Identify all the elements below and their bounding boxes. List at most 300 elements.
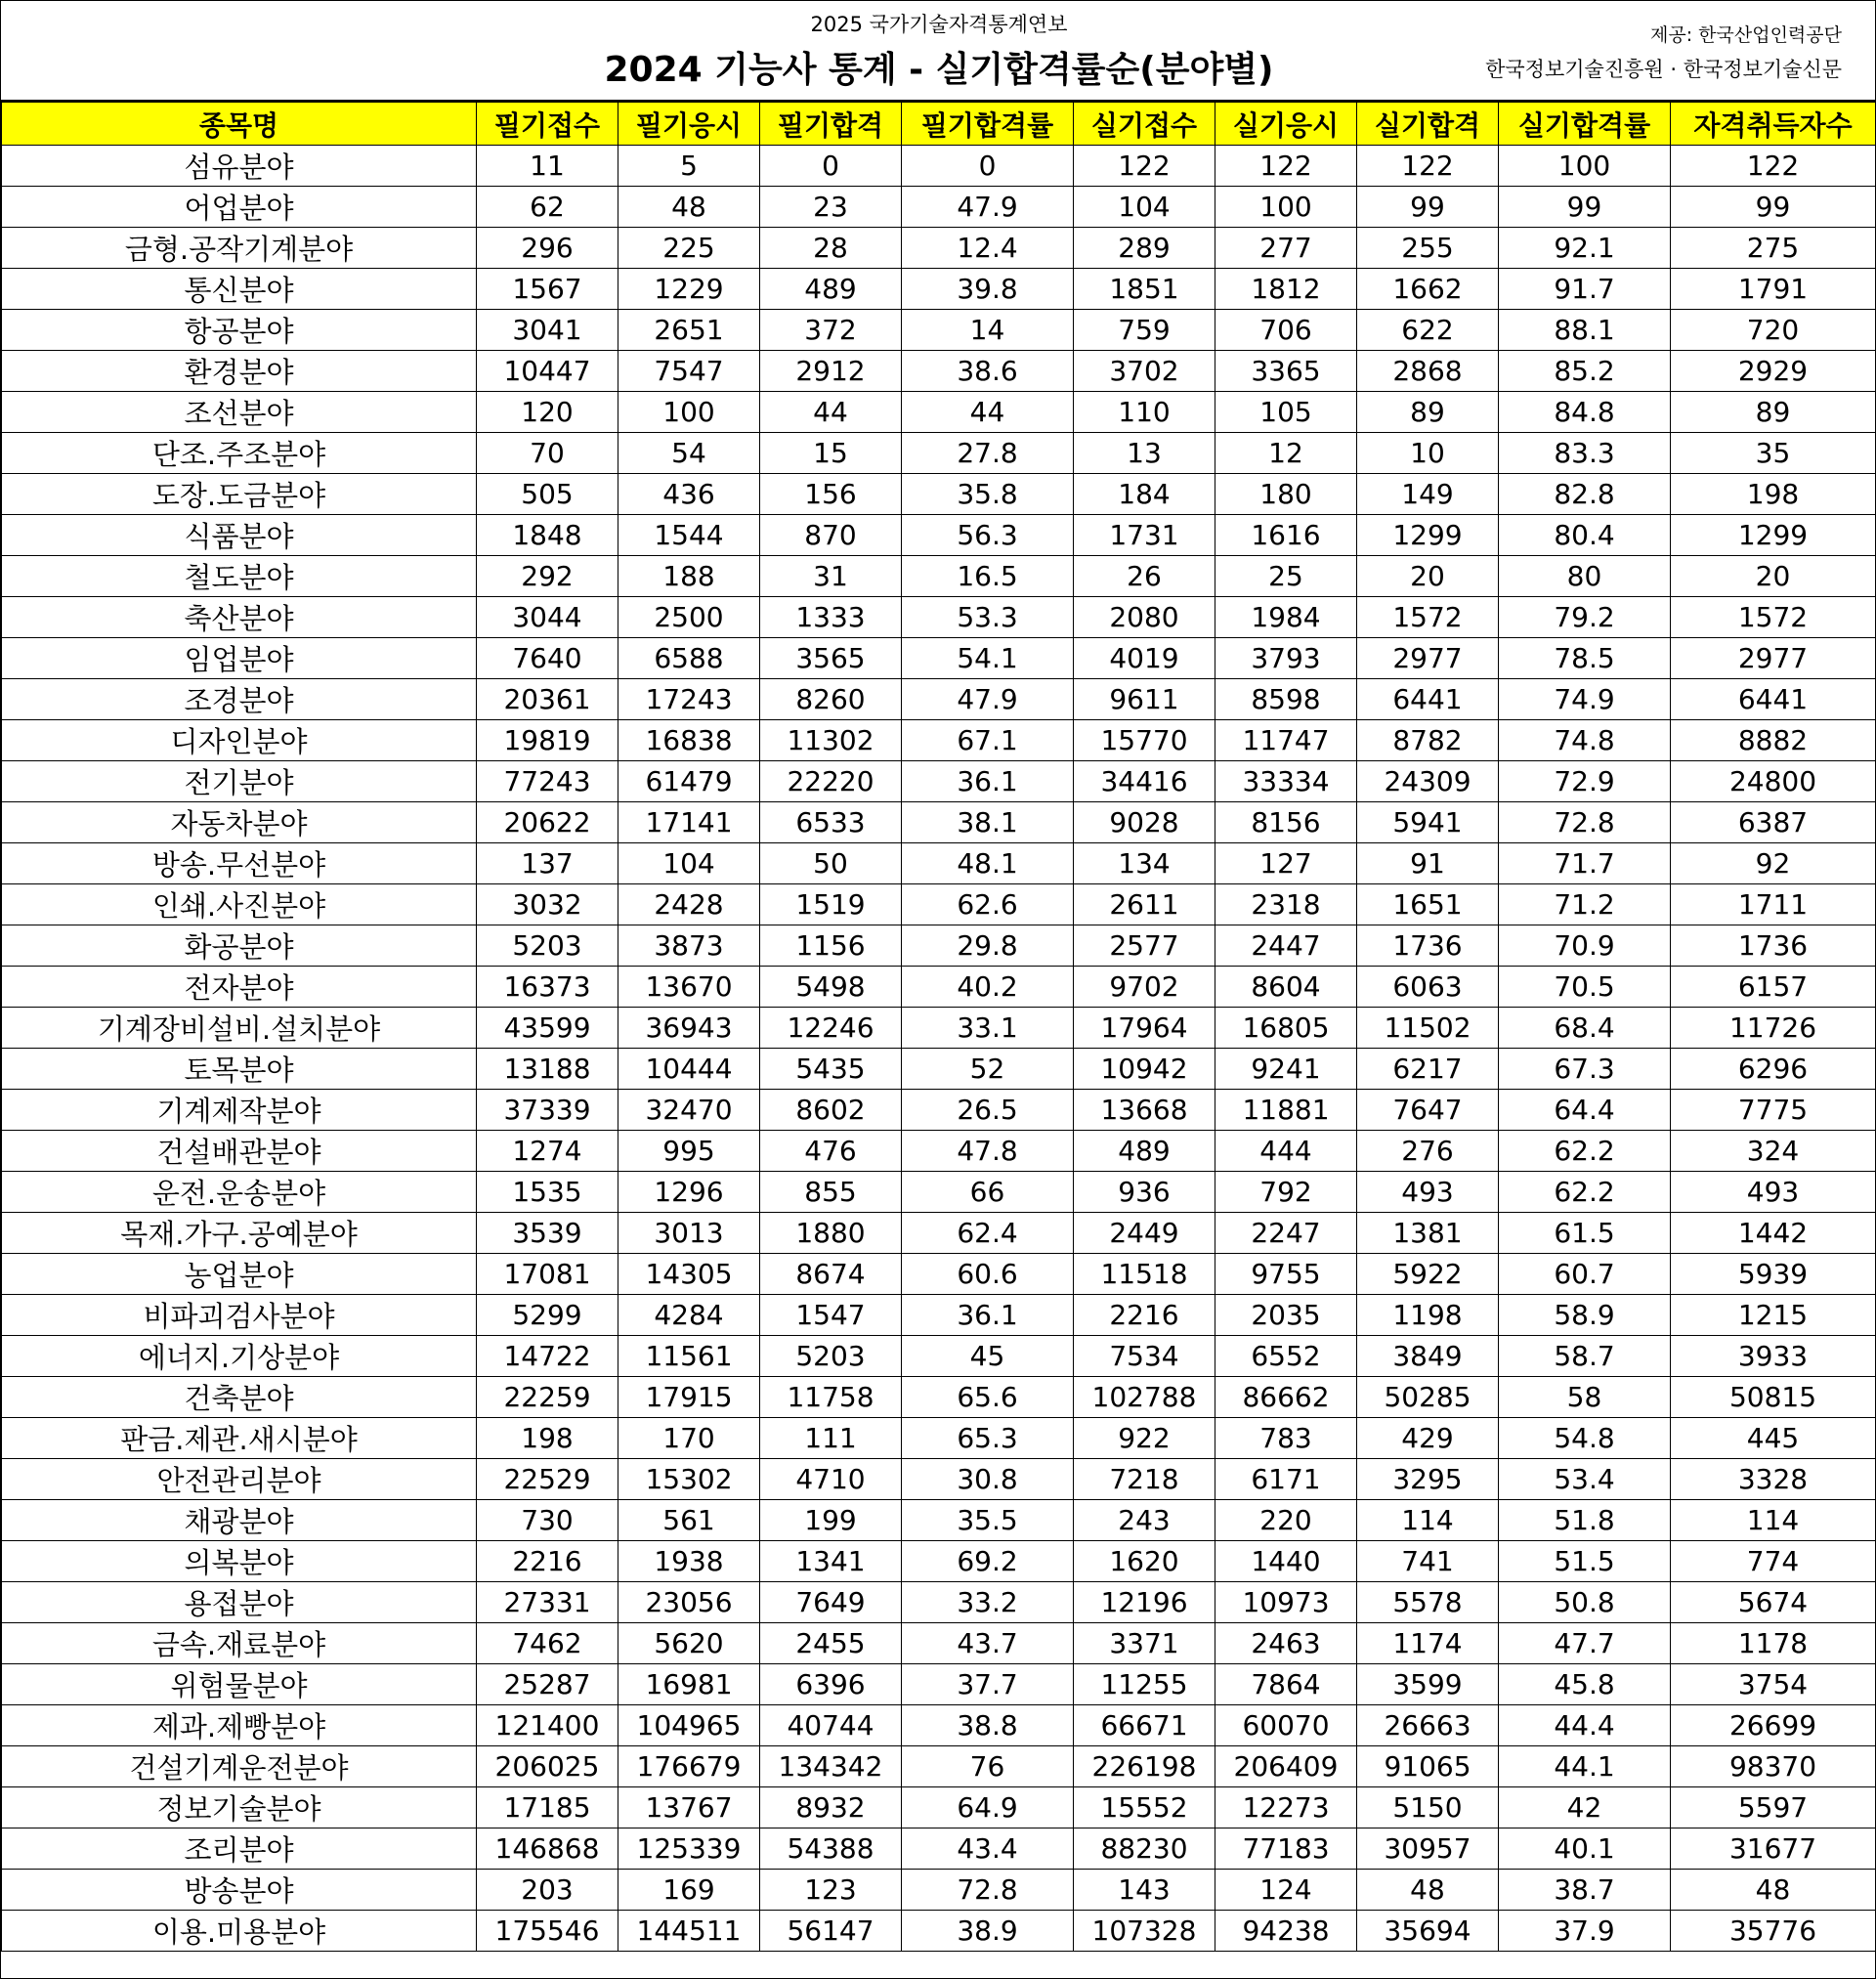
value-cell: 60.7 [1499, 1254, 1671, 1295]
category-name-cell: 자동차분야 [2, 802, 477, 843]
value-cell: 54.8 [1499, 1418, 1671, 1459]
value-cell: 870 [760, 515, 902, 556]
value-cell: 13670 [618, 967, 760, 1008]
value-cell: 5 [618, 146, 760, 187]
category-name-cell: 항공분야 [2, 310, 477, 351]
category-name-cell: 환경분야 [2, 351, 477, 392]
value-cell: 143 [1074, 1870, 1215, 1911]
value-cell: 7218 [1074, 1459, 1215, 1500]
category-name-cell: 제과.제빵분야 [2, 1705, 477, 1746]
value-cell: 4710 [760, 1459, 902, 1500]
value-cell: 1296 [618, 1172, 760, 1213]
table-row [2, 433, 1876, 474]
value-cell: 372 [760, 310, 902, 351]
table-row [2, 146, 1876, 187]
column-header: 자격취득자수 [1671, 103, 1876, 146]
value-cell: 1736 [1357, 925, 1499, 967]
table-row [2, 556, 1876, 597]
column-header: 실기응시 [1215, 103, 1357, 146]
yearbook-subtitle: 2025 국가기술자격통계연보 [810, 13, 1068, 36]
value-cell: 52 [902, 1049, 1074, 1090]
table-row [2, 515, 1876, 556]
value-cell: 243 [1074, 1500, 1215, 1541]
value-cell: 276 [1357, 1131, 1499, 1172]
value-cell: 2447 [1215, 925, 1357, 967]
value-cell: 4284 [618, 1295, 760, 1336]
value-cell: 76 [902, 1746, 1074, 1787]
value-cell: 6441 [1357, 679, 1499, 720]
category-name-cell: 디자인분야 [2, 720, 477, 761]
value-cell: 9755 [1215, 1254, 1357, 1295]
value-cell: 2455 [760, 1623, 902, 1664]
value-cell: 9241 [1215, 1049, 1357, 1090]
value-cell: 206409 [1215, 1746, 1357, 1787]
value-cell: 505 [477, 474, 618, 515]
table-row [2, 1705, 1876, 1746]
value-cell: 1174 [1357, 1623, 1499, 1664]
value-cell: 6552 [1215, 1336, 1357, 1377]
value-cell: 489 [1074, 1131, 1215, 1172]
value-cell: 3565 [760, 638, 902, 679]
table-row [2, 187, 1876, 228]
value-cell: 2463 [1215, 1623, 1357, 1664]
value-cell: 53.4 [1499, 1459, 1671, 1500]
value-cell: 62.2 [1499, 1131, 1671, 1172]
value-cell: 80 [1499, 556, 1671, 597]
value-cell: 11255 [1074, 1664, 1215, 1705]
value-cell: 493 [1671, 1172, 1876, 1213]
value-cell: 175546 [477, 1911, 618, 1952]
value-cell: 36.1 [902, 1295, 1074, 1336]
value-cell: 1651 [1357, 884, 1499, 925]
value-cell: 105 [1215, 392, 1357, 433]
value-cell: 15552 [1074, 1787, 1215, 1828]
value-cell: 91065 [1357, 1746, 1499, 1787]
value-cell: 122 [1671, 146, 1876, 187]
value-cell: 58.7 [1499, 1336, 1671, 1377]
value-cell: 225 [618, 228, 760, 269]
value-cell: 1519 [760, 884, 902, 925]
value-cell: 17081 [477, 1254, 618, 1295]
table-row [2, 1541, 1876, 1582]
value-cell: 100 [618, 392, 760, 433]
value-cell: 62.6 [902, 884, 1074, 925]
value-cell: 44 [760, 392, 902, 433]
table-row [2, 1049, 1876, 1090]
value-cell: 5674 [1671, 1582, 1876, 1623]
value-cell: 2912 [760, 351, 902, 392]
value-cell: 11518 [1074, 1254, 1215, 1295]
category-name-cell: 기계장비설비.설치분야 [2, 1008, 477, 1049]
category-name-cell: 건설배관분야 [2, 1131, 477, 1172]
value-cell: 3754 [1671, 1664, 1876, 1705]
value-cell: 35.8 [902, 474, 1074, 515]
value-cell: 2611 [1074, 884, 1215, 925]
value-cell: 17915 [618, 1377, 760, 1418]
value-cell: 39.8 [902, 269, 1074, 310]
value-cell: 277 [1215, 228, 1357, 269]
value-cell: 2035 [1215, 1295, 1357, 1336]
value-cell: 37.7 [902, 1664, 1074, 1705]
value-cell: 2977 [1671, 638, 1876, 679]
value-cell: 11881 [1215, 1090, 1357, 1131]
value-cell: 7462 [477, 1623, 618, 1664]
value-cell: 995 [618, 1131, 760, 1172]
value-cell: 1229 [618, 269, 760, 310]
value-cell: 44.4 [1499, 1705, 1671, 1746]
value-cell: 26 [1074, 556, 1215, 597]
value-cell: 0 [902, 146, 1074, 187]
value-cell: 706 [1215, 310, 1357, 351]
value-cell: 1938 [618, 1541, 760, 1582]
value-cell: 99 [1357, 187, 1499, 228]
value-cell: 1156 [760, 925, 902, 967]
value-cell: 4019 [1074, 638, 1215, 679]
column-header: 필기응시 [618, 103, 760, 146]
table-body [2, 146, 1876, 1952]
table-row [2, 1746, 1876, 1787]
table-row [2, 228, 1876, 269]
value-cell: 1984 [1215, 597, 1357, 638]
table-row [2, 310, 1876, 351]
value-cell: 2651 [618, 310, 760, 351]
value-cell: 5939 [1671, 1254, 1876, 1295]
category-name-cell: 목재.가구.공예분야 [2, 1213, 477, 1254]
value-cell: 13668 [1074, 1090, 1215, 1131]
value-cell: 6171 [1215, 1459, 1357, 1500]
value-cell: 125339 [618, 1828, 760, 1870]
value-cell: 296 [477, 228, 618, 269]
value-cell: 1299 [1671, 515, 1876, 556]
value-cell: 48 [618, 187, 760, 228]
value-cell: 9028 [1074, 802, 1215, 843]
category-name-cell: 용접분야 [2, 1582, 477, 1623]
table-row [2, 967, 1876, 1008]
table-header-row [2, 103, 1876, 146]
value-cell: 6588 [618, 638, 760, 679]
column-header: 종목명 [2, 103, 477, 146]
value-cell: 100 [1499, 146, 1671, 187]
value-cell: 69.2 [902, 1541, 1074, 1582]
value-cell: 741 [1357, 1541, 1499, 1582]
value-cell: 1572 [1357, 597, 1499, 638]
value-cell: 6217 [1357, 1049, 1499, 1090]
value-cell: 56147 [760, 1911, 902, 1952]
value-cell: 38.7 [1499, 1870, 1671, 1911]
value-cell: 19819 [477, 720, 618, 761]
value-cell: 1567 [477, 269, 618, 310]
value-cell: 74.9 [1499, 679, 1671, 720]
value-cell: 3041 [477, 310, 618, 351]
value-cell: 5922 [1357, 1254, 1499, 1295]
value-cell: 0 [760, 146, 902, 187]
value-cell: 61479 [618, 761, 760, 802]
value-cell: 3032 [477, 884, 618, 925]
value-cell: 56.3 [902, 515, 1074, 556]
value-cell: 99 [1499, 187, 1671, 228]
value-cell: 102788 [1074, 1377, 1215, 1418]
value-cell: 720 [1671, 310, 1876, 351]
value-cell: 80.4 [1499, 515, 1671, 556]
value-cell: 1851 [1074, 269, 1215, 310]
value-cell: 2500 [618, 597, 760, 638]
category-name-cell: 농업분야 [2, 1254, 477, 1295]
value-cell: 54.1 [902, 638, 1074, 679]
value-cell: 8156 [1215, 802, 1357, 843]
value-cell: 64.9 [902, 1787, 1074, 1828]
category-name-cell: 정보기술분야 [2, 1787, 477, 1828]
table-row [2, 597, 1876, 638]
category-name-cell: 비파괴검사분야 [2, 1295, 477, 1336]
value-cell: 622 [1357, 310, 1499, 351]
value-cell: 489 [760, 269, 902, 310]
value-cell: 91 [1357, 843, 1499, 884]
value-cell: 62.4 [902, 1213, 1074, 1254]
category-name-cell: 건축분야 [2, 1377, 477, 1418]
value-cell: 1620 [1074, 1541, 1215, 1582]
value-cell: 20 [1357, 556, 1499, 597]
value-cell: 45 [902, 1336, 1074, 1377]
statistics-table [1, 102, 1876, 1952]
table-row [2, 1090, 1876, 1131]
value-cell: 5498 [760, 967, 902, 1008]
value-cell: 156 [760, 474, 902, 515]
value-cell: 759 [1074, 310, 1215, 351]
value-cell: 7649 [760, 1582, 902, 1623]
value-cell: 120 [477, 392, 618, 433]
sheet-header [1, 1, 1875, 102]
value-cell: 31677 [1671, 1828, 1876, 1870]
table-row [2, 1911, 1876, 1952]
value-cell: 774 [1671, 1541, 1876, 1582]
table-row [2, 1336, 1876, 1377]
table-row [2, 351, 1876, 392]
category-name-cell: 조리분야 [2, 1828, 477, 1870]
value-cell: 47.9 [902, 679, 1074, 720]
value-cell: 15770 [1074, 720, 1215, 761]
table-row [2, 843, 1876, 884]
value-cell: 275 [1671, 228, 1876, 269]
value-cell: 8598 [1215, 679, 1357, 720]
value-cell: 2868 [1357, 351, 1499, 392]
value-cell: 169 [618, 1870, 760, 1911]
value-cell: 72.9 [1499, 761, 1671, 802]
value-cell: 122 [1074, 146, 1215, 187]
value-cell: 8260 [760, 679, 902, 720]
table-row [2, 884, 1876, 925]
table-row [2, 1008, 1876, 1049]
value-cell: 8782 [1357, 720, 1499, 761]
value-cell: 92.1 [1499, 228, 1671, 269]
value-cell: 2216 [477, 1541, 618, 1582]
column-header: 필기접수 [477, 103, 618, 146]
value-cell: 5620 [618, 1623, 760, 1664]
value-cell: 1274 [477, 1131, 618, 1172]
value-cell: 444 [1215, 1131, 1357, 1172]
value-cell: 11758 [760, 1377, 902, 1418]
value-cell: 3371 [1074, 1623, 1215, 1664]
value-cell: 24309 [1357, 761, 1499, 802]
value-cell: 40.1 [1499, 1828, 1671, 1870]
value-cell: 16373 [477, 967, 618, 1008]
value-cell: 44 [902, 392, 1074, 433]
category-name-cell: 금속.재료분야 [2, 1623, 477, 1664]
column-header: 실기접수 [1074, 103, 1215, 146]
category-name-cell: 방송.무선분야 [2, 843, 477, 884]
value-cell: 3044 [477, 597, 618, 638]
value-cell: 33334 [1215, 761, 1357, 802]
value-cell: 88230 [1074, 1828, 1215, 1870]
value-cell: 94238 [1215, 1911, 1357, 1952]
category-name-cell: 조선분야 [2, 392, 477, 433]
value-cell: 429 [1357, 1418, 1499, 1459]
value-cell: 122 [1215, 146, 1357, 187]
value-cell: 32470 [618, 1090, 760, 1131]
value-cell: 6063 [1357, 967, 1499, 1008]
value-cell: 176679 [618, 1746, 760, 1787]
table-row [2, 1787, 1876, 1828]
value-cell: 48 [1671, 1870, 1876, 1911]
category-name-cell: 단조.주조분야 [2, 433, 477, 474]
value-cell: 36.1 [902, 761, 1074, 802]
value-cell: 1711 [1671, 884, 1876, 925]
value-cell: 10 [1357, 433, 1499, 474]
value-cell: 2577 [1074, 925, 1215, 967]
value-cell: 66 [902, 1172, 1074, 1213]
value-cell: 493 [1357, 1172, 1499, 1213]
value-cell: 33.2 [902, 1582, 1074, 1623]
value-cell: 82.8 [1499, 474, 1671, 515]
value-cell: 45.8 [1499, 1664, 1671, 1705]
value-cell: 8602 [760, 1090, 902, 1131]
value-cell: 54 [618, 433, 760, 474]
value-cell: 86662 [1215, 1377, 1357, 1418]
value-cell: 29.8 [902, 925, 1074, 967]
value-cell: 10942 [1074, 1049, 1215, 1090]
value-cell: 83.3 [1499, 433, 1671, 474]
value-cell: 6296 [1671, 1049, 1876, 1090]
category-name-cell: 임업분야 [2, 638, 477, 679]
value-cell: 78.5 [1499, 638, 1671, 679]
value-cell: 3365 [1215, 351, 1357, 392]
value-cell: 40744 [760, 1705, 902, 1746]
value-cell: 7775 [1671, 1090, 1876, 1131]
value-cell: 31 [760, 556, 902, 597]
value-cell: 1736 [1671, 925, 1876, 967]
value-cell: 84.8 [1499, 392, 1671, 433]
value-cell: 12.4 [902, 228, 1074, 269]
value-cell: 44.1 [1499, 1746, 1671, 1787]
value-cell: 107328 [1074, 1911, 1215, 1952]
value-cell: 43.7 [902, 1623, 1074, 1664]
value-cell: 77183 [1215, 1828, 1357, 1870]
value-cell: 12 [1215, 433, 1357, 474]
value-cell: 50.8 [1499, 1582, 1671, 1623]
value-cell: 11561 [618, 1336, 760, 1377]
value-cell: 27.8 [902, 433, 1074, 474]
value-cell: 91.7 [1499, 269, 1671, 310]
value-cell: 13767 [618, 1787, 760, 1828]
value-cell: 7547 [618, 351, 760, 392]
category-name-cell: 인쇄.사진분야 [2, 884, 477, 925]
category-name-cell: 판금.제관.새시분야 [2, 1418, 477, 1459]
value-cell: 137 [477, 843, 618, 884]
value-cell: 17141 [618, 802, 760, 843]
table-row [2, 1828, 1876, 1870]
value-cell: 9702 [1074, 967, 1215, 1008]
value-cell: 1341 [760, 1541, 902, 1582]
value-cell: 1544 [618, 515, 760, 556]
value-cell: 11302 [760, 720, 902, 761]
value-cell: 99 [1671, 187, 1876, 228]
category-name-cell: 안전관리분야 [2, 1459, 477, 1500]
value-cell: 1616 [1215, 515, 1357, 556]
value-cell: 255 [1357, 228, 1499, 269]
value-cell: 64.4 [1499, 1090, 1671, 1131]
page-title: 2024 기능사 통계 - 실기합격률순(분야별) [604, 50, 1274, 90]
value-cell: 22220 [760, 761, 902, 802]
value-cell: 66671 [1074, 1705, 1215, 1746]
value-cell: 68.4 [1499, 1008, 1671, 1049]
value-cell: 71.2 [1499, 884, 1671, 925]
value-cell: 2216 [1074, 1295, 1215, 1336]
category-name-cell: 토목분야 [2, 1049, 477, 1090]
value-cell: 104965 [618, 1705, 760, 1746]
value-cell: 111 [760, 1418, 902, 1459]
value-cell: 15 [760, 433, 902, 474]
table-row [2, 269, 1876, 310]
value-cell: 1333 [760, 597, 902, 638]
value-cell: 25287 [477, 1664, 618, 1705]
value-cell: 2428 [618, 884, 760, 925]
value-cell: 67.1 [902, 720, 1074, 761]
category-name-cell: 의복분야 [2, 1541, 477, 1582]
value-cell: 70 [477, 433, 618, 474]
value-cell: 2449 [1074, 1213, 1215, 1254]
value-cell: 50815 [1671, 1377, 1876, 1418]
value-cell: 114 [1671, 1500, 1876, 1541]
table-row [2, 1459, 1876, 1500]
value-cell: 2318 [1215, 884, 1357, 925]
value-cell: 58 [1499, 1377, 1671, 1418]
value-cell: 206025 [477, 1746, 618, 1787]
category-name-cell: 방송분야 [2, 1870, 477, 1911]
value-cell: 149 [1357, 474, 1499, 515]
value-cell: 188 [618, 556, 760, 597]
table-row [2, 1377, 1876, 1418]
value-cell: 6533 [760, 802, 902, 843]
value-cell: 43.4 [902, 1828, 1074, 1870]
category-name-cell: 섬유분야 [2, 146, 477, 187]
value-cell: 1535 [477, 1172, 618, 1213]
value-cell: 7640 [477, 638, 618, 679]
value-cell: 104 [618, 843, 760, 884]
value-cell: 28 [760, 228, 902, 269]
value-cell: 2977 [1357, 638, 1499, 679]
value-cell: 5578 [1357, 1582, 1499, 1623]
value-cell: 35776 [1671, 1911, 1876, 1952]
value-cell: 17185 [477, 1787, 618, 1828]
value-cell: 8674 [760, 1254, 902, 1295]
value-cell: 12246 [760, 1008, 902, 1049]
value-cell: 16981 [618, 1664, 760, 1705]
table-row [2, 1131, 1876, 1172]
value-cell: 50285 [1357, 1377, 1499, 1418]
table-row [2, 474, 1876, 515]
value-cell: 30.8 [902, 1459, 1074, 1500]
value-cell: 226198 [1074, 1746, 1215, 1787]
value-cell: 38.8 [902, 1705, 1074, 1746]
